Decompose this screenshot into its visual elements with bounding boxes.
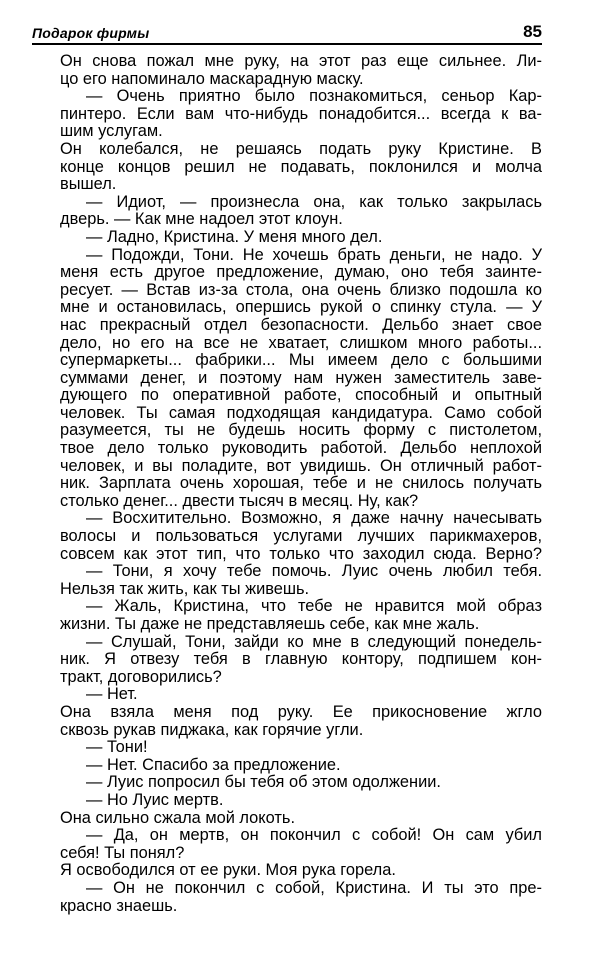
text-line: жизни. Ты даже не представляешь себе, как мне жаль. [60, 616, 480, 633]
page-number: 85 [523, 22, 542, 41]
text-line: меня есть другое предложение, думаю, оно тебя заинте- [60, 264, 542, 282]
text-line: — Слушай, Тони, зайди ко мне в следующий понедель- [86, 633, 542, 651]
text-line: разумеется, ты не будешь носить форму с пистолетом, [60, 422, 542, 440]
text-line: мне и остановилась, опершись рукой о спинку стула. — У [60, 299, 542, 317]
text-line: Нельзя так жить, как ты живешь. [60, 580, 310, 598]
text-line: — Тони, я хочу тебе помочь. Луис очень любил тебя. [86, 563, 542, 581]
text-line: Я освободился от ее руки. Моя рука горела. [60, 862, 396, 880]
text-line: конце концов решил не подавать, поклонился и молча [60, 158, 542, 176]
text-line: — Луис попросил бы тебя об этом одолжении. [86, 774, 441, 792]
text-line: человек. Ты самая подходящая кандидатура. Само собой [60, 404, 542, 422]
text-line: ник. Я отвезу тебя в главную контору, подпишем кон- [60, 651, 542, 669]
text-line: цо его напоминало маскарадную маску. [60, 70, 364, 88]
text-line: дующего по оперативной работе, способный и опытный [60, 387, 542, 405]
header-rule [32, 43, 542, 45]
text-line: Он колебался, не решаясь подать руку Кристине. В [60, 140, 542, 158]
text-line: Он снова пожал мне руку, на этот раз еще сильнее. Ли- [60, 53, 542, 70]
text-line: пинтеро. Если вам что-нибудь понадобится... всегда к ва- [60, 105, 542, 123]
text-line: — Нет. Спасибо за предложение. [86, 756, 341, 774]
section-title: Подарок фирмы [32, 25, 150, 41]
text-line: человек, и вы поладите, вот увидишь. Он отличный работ- [60, 457, 542, 475]
text-line: — Да, он мертв, он покончил с собой! Он сам убил [86, 827, 542, 845]
text-line: — Идиот, — произнесла она, как только закрылась [86, 193, 542, 211]
text-line: супермаркеты... фабрики... Мы имеем дело с большими [60, 352, 542, 370]
text-line: дело, но его на все не хватает, слишком много работы... [60, 334, 542, 352]
text-line: — Очень приятно было познакомиться, сеньор Кар- [86, 88, 542, 106]
text-line: волосы и пользоваться услугами лучших парикмахеров, [60, 528, 542, 546]
text-line: твое дело только руководить работой. Дельбо неплохой [60, 440, 542, 458]
text-line: дверь. — Как мне надоел этот клоун. [60, 211, 343, 229]
text-line: Она взяла меня под руку. Ее прикосновение жгло [60, 703, 542, 721]
text-line: Она сильно сжала мой локоть. [60, 809, 296, 827]
text-line: суммами денег, и поэтому нам нужен заместитель заве- [60, 369, 542, 387]
text-line: ресует. — Встав из-за стола, она очень близко подошла ко [60, 281, 542, 299]
text-line: совсем как этот тип, что только что заходил сюда. Верно? [60, 545, 542, 563]
text-line: — Он не покончил с собой, Кристина. И ты это пре- [86, 879, 542, 897]
text-line: сквозь рукав пиджака, как горячие угли. [60, 721, 364, 739]
running-head [32, 22, 542, 48]
text-line: нас прекрасный отдел безопасности. Дельбо знает свое [60, 316, 542, 334]
text-line: — Восхитительно. Возможно, я даже начну начесывать [86, 510, 542, 528]
text-line: — Но Луис мертв. [86, 791, 224, 809]
text-line: тракт, договорились? [60, 668, 222, 686]
text-line: столько денег... двести тысяч в месяц. Ну, как? [60, 492, 419, 510]
text-line: вышел. [60, 176, 117, 194]
body-text [60, 53, 542, 915]
text-line: — Жаль, Кристина, что тебе не нравится мой образ [86, 598, 542, 616]
text-line: ник. Зарплата очень хорошая, тебе и не снилось получать [60, 475, 542, 493]
text-line: красно знаешь. [60, 897, 178, 915]
text-line: шим услугам. [60, 123, 163, 141]
text-line: — Подожди, Тони. Не хочешь брать деньги, не надо. У [86, 246, 542, 264]
text-line: — Ладно, Кристина. У меня много дел. [86, 228, 383, 246]
text-line: — Нет. [86, 686, 138, 704]
text-line: — Тони! [86, 739, 148, 757]
text-line: себя! Ты понял? [60, 844, 185, 862]
